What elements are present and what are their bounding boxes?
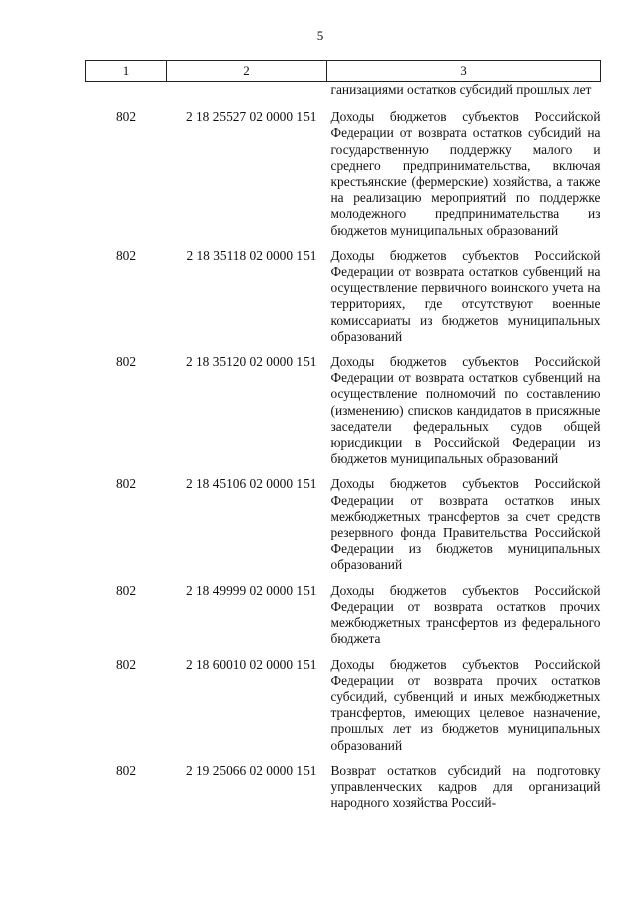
budget-classification-code: 2 19 25066 02 0000 151 — [185, 762, 317, 778]
income-description: Доходы бюджетов субъектов Российской Федерации от возврата остатков субвенций на осуществление полномочий по составлению (изменению) списков кандидатов в присяжные заседатели федеральных судов общей юрисдикции в Российской Федерации из бюджетов муниципальных образований — [330, 354, 601, 467]
table-row — [86, 353, 601, 475]
table-row — [86, 762, 601, 820]
budget-classification-code: 2 18 35118 02 0000 151 — [186, 247, 317, 263]
table-row — [86, 475, 601, 581]
column-header-2: 2 — [167, 61, 327, 82]
income-description: Доходы бюджетов субъектов Российской Федерации от возврата прочих остатков субсидий, субвенций и иных межбюджетных трансфертов, имеющих целевое назначение, прошлых лет из бюджетов муниципальных образований — [330, 656, 601, 753]
table-row-continuation — [86, 82, 601, 109]
table-row — [86, 247, 601, 353]
income-description: Доходы бюджетов субъектов Российской Федерации от возврата остатков прочих межбюджетных трансфертов из федерального бюджета — [330, 582, 601, 647]
table-header — [86, 61, 601, 82]
table-row — [86, 108, 601, 247]
admin-code: 802 — [115, 247, 137, 263]
page-number: 5 — [316, 28, 324, 43]
income-description: Доходы бюджетов субъектов Российской Федерации от возврата остатков субвенций на осуществление первичного воинского учета на территориях, где отсутствуют военные комиссариаты из бюджетов муниципальных образований — [330, 247, 601, 344]
budget-classification-code: 2 18 60010 02 0000 151 — [185, 656, 317, 672]
column-header-1: 1 — [86, 61, 167, 82]
continued-description: ганизациями остатков субсидий прошлых лет — [330, 82, 592, 97]
budget-classification-code: 2 18 45106 02 0000 151 — [185, 476, 317, 492]
admin-code: 802 — [115, 582, 137, 598]
table-row — [86, 582, 601, 656]
admin-code: 802 — [115, 109, 137, 125]
income-description: Доходы бюджетов субъектов Российской Федерации от возврата остатков иных межбюджетных трансфертов за счет средств резервного фонда Правительства Российской Федерации из бюджетов муниципальных образований — [330, 476, 601, 573]
income-codes-table — [85, 60, 601, 819]
income-description: Возврат остатков субсидий на подготовку управленческих кадров для организаций народного хозяйства Россий- — [330, 762, 601, 811]
budget-classification-code: 2 18 49999 02 0000 151 — [185, 582, 317, 598]
admin-code: 802 — [115, 762, 137, 778]
income-description: Доходы бюджетов субъектов Российской Федерации от возврата остатков субсидий на государственную поддержку малого и среднего предпринимательства, включая крестьянские (фермерские) хозяйства, а также на реализацию мероприятий по поддержке молодежного предпринимательства из бюджетов муниципальных образований — [330, 109, 601, 238]
admin-code: 802 — [115, 476, 137, 492]
admin-code: 802 — [115, 656, 137, 672]
column-header-3: 3 — [327, 61, 601, 82]
budget-classification-code: 2 18 35120 02 0000 151 — [185, 354, 317, 370]
budget-classification-code: 2 18 25527 02 0000 151 — [185, 109, 317, 125]
admin-code: 802 — [115, 354, 137, 370]
table-row — [86, 656, 601, 762]
